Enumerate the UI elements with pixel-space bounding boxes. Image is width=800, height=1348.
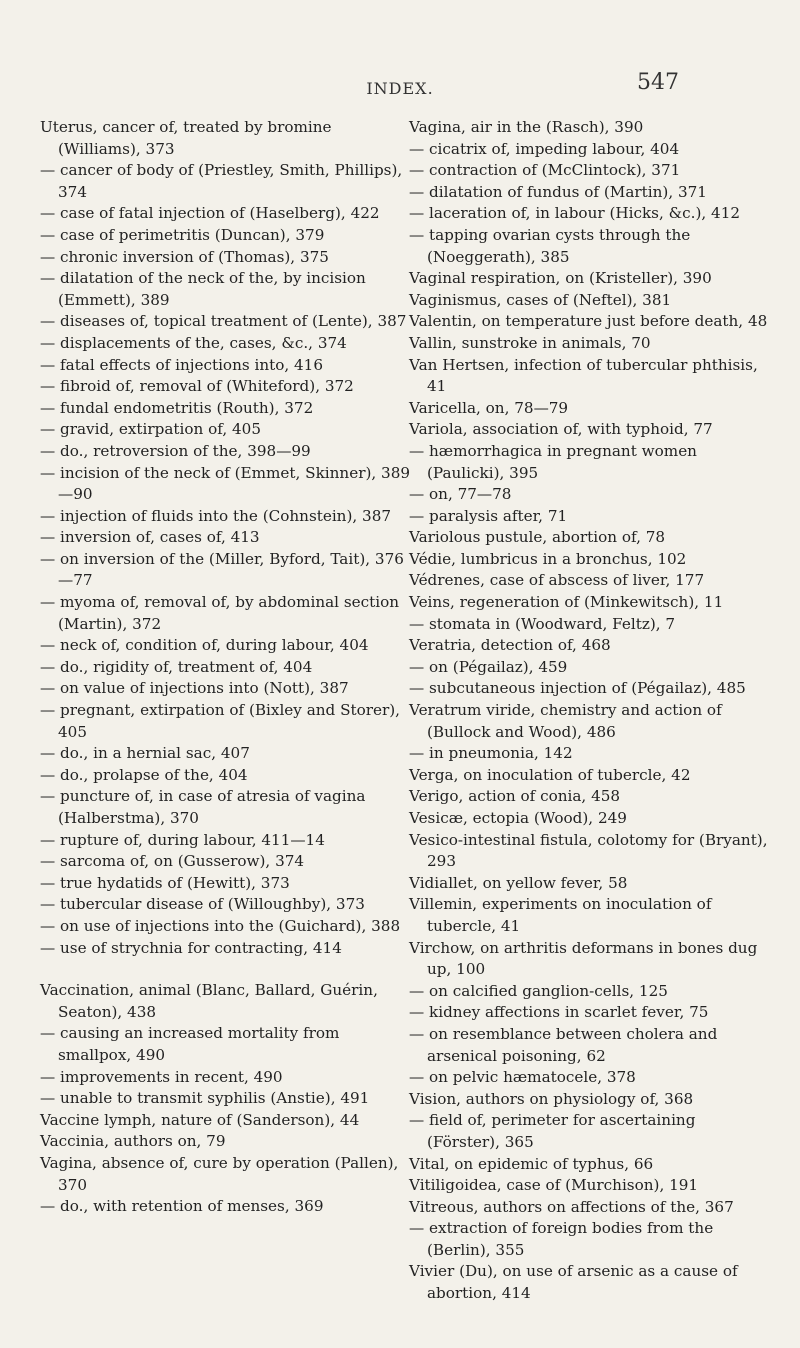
index-entry: — field of, perimeter for ascertaining (Förster), 365: [409, 1111, 696, 1151]
index-entry: — on calcified ganglion-cells, 125: [409, 981, 668, 1000]
index-entry: — sarcoma of, on (Gusserow), 374: [40, 852, 305, 871]
index-entry: — chronic inversion of (Thomas), 375: [40, 247, 329, 266]
index-entry: Vaccination, animal (Blanc, Ballard, Guérin, Seaton), 438: [40, 981, 378, 1021]
index-entry: — injection of fluids into the (Cohnstein), 387: [40, 506, 392, 525]
index-entry: Vaginismus, cases of (Neftel), 381: [409, 290, 672, 309]
index-entry: — on (Pégailaz), 459: [409, 657, 568, 676]
index-entry: Variola, association of, with typhoid, 77: [409, 420, 713, 439]
index-entry: Vivier (Du), on use of arsenic as a cause of abortion, 414: [409, 1262, 738, 1303]
index-entry: — on, 77—78: [409, 485, 512, 504]
index-entry: — on value of injections into (Nott), 387: [40, 679, 349, 698]
index-entry: — laceration of, in labour (Hicks, &c.), 412: [409, 204, 741, 223]
index-entry: — dilatation of the neck of the, by incision (Emmett), 389: [40, 269, 366, 309]
page-header-title: INDEX.: [366, 79, 434, 98]
index-entry: — on resemblance between cholera and arsenical poisoning, 62: [409, 1024, 718, 1065]
index-entry: — puncture of, in case of atresia of vagina (Halberstma), 370: [40, 787, 366, 827]
index-entry: — kidney affections in scarlet fever, 75: [409, 1003, 709, 1022]
index-entry: — fibroid of, removal of (Whiteford), 372: [40, 377, 354, 396]
index-entry: — dilatation of fundus of (Martin), 371: [409, 182, 707, 201]
index-entry: Variolous pustule, abortion of, 78: [409, 528, 666, 547]
index-entry: Van Hertsen, infection of tubercular phthisis, 41: [409, 355, 758, 396]
index-entry: — neck of, condition of, during labour, 404: [40, 636, 369, 655]
index-entry: — cicatrix of, impeding labour, 404: [409, 139, 680, 158]
index-entry: — on use of injections into the (Guichard), 388: [40, 916, 401, 935]
index-entry: — extraction of foreign bodies from the (Berlin), 355: [409, 1219, 714, 1259]
index-entry: Vision, authors on physiology of, 368: [409, 1089, 694, 1108]
index-entry: — contraction of (McClintock), 371: [409, 161, 681, 180]
index-entry: — case of fatal injection of (Haselberg), 422: [40, 204, 380, 223]
index-entry: Veratrum viride, chemistry and action of (Bullock and Wood), 486: [409, 701, 722, 741]
index-entry: — on pelvic hæmatocele, 378: [409, 1068, 636, 1087]
index-entry: Virchow, on arthritis deformans in bones dug up, 100: [409, 938, 758, 979]
index-entry: — fundal endometritis (Routh), 372: [40, 398, 314, 417]
index-entry: Vesico-intestinal fistula, colotomy for (Bryant), 293: [409, 830, 768, 871]
index-entry: — gravid, extirpation of, 405: [40, 420, 261, 439]
index-entry: Vital, on epidemic of typhus, 66: [409, 1154, 654, 1173]
index-entry: Védrenes, case of abscess of liver, 177: [409, 571, 705, 590]
index-entry: — true hydatids of (Hewitt), 373: [40, 873, 290, 892]
index-entry: — diseases of, topical treatment of (Lente), 387: [40, 312, 407, 331]
index-entry: Vitiligoidea, case of (Murchison), 191: [409, 1176, 699, 1195]
index-entry: — incision of the neck of (Emmet, Skinner), 389—90: [40, 463, 411, 504]
index-entry: — inversion of, cases of, 413: [40, 528, 260, 547]
index-entry: — cancer of body of (Priestley, Smith, Phillips), 374: [40, 161, 403, 201]
index-entry: — tubercular disease of (Willoughby), 373: [40, 895, 365, 914]
index-entry: — displacements of the, cases, &c., 374: [40, 333, 347, 352]
index-entry: — do., with retention of menses, 369: [40, 1197, 324, 1216]
index-entry: — pregnant, extirpation of (Bixley and Storer), 405: [40, 701, 400, 741]
index-entry: — fatal effects of injections into, 416: [40, 355, 324, 374]
index-entry: Védie, lumbricus in a bronchus, 102: [409, 549, 687, 568]
index-entry: Vaccine lymph, nature of (Sanderson), 44: [40, 1110, 360, 1129]
page-number: 547: [637, 70, 679, 95]
index-entry: — on inversion of the (Miller, Byford, Tait), 376—77: [40, 549, 404, 590]
index-entry: — case of perimetritis (Duncan), 379: [40, 225, 325, 244]
index-entry: Valentin, on temperature just before death, 48: [409, 312, 768, 331]
index-entry: Verigo, action of conia, 458: [409, 787, 621, 806]
section-gap: [40, 959, 412, 980]
index-entry: — hæmorrhagica in pregnant women (Paulicki), 395: [409, 441, 697, 482]
index-entry: — tapping ovarian cysts through the (Noeggerath), 385: [409, 225, 691, 266]
index-entry: — do., retroversion of the, 398—99: [40, 441, 311, 460]
index-entry: Vallin, sunstroke in animals, 70: [409, 333, 651, 352]
index-entry: Varicella, on, 78—79: [409, 398, 569, 417]
index-entry: Vaginal respiration, on (Kristeller), 390: [409, 269, 712, 288]
index-column-right: [409, 117, 769, 1305]
index-entry: Vidiallet, on yellow fever, 58: [409, 873, 628, 892]
index-entry: — rupture of, during labour, 411—14: [40, 830, 325, 849]
index-entry: Uterus, cancer of, treated by bromine (Williams), 373: [40, 118, 332, 158]
index-entry: Vagina, air in the (Rasch), 390: [409, 118, 644, 136]
index-entry: — myoma of, removal of, by abdominal section (Martin), 372: [40, 593, 400, 633]
index-entry: — do., prolapse of the, 404: [40, 765, 248, 784]
index-entry: Veratria, detection of, 468: [409, 636, 611, 655]
index-entry: Veins, regeneration of (Minkewitsch), 11: [409, 593, 724, 612]
index-entry: Villemin, experiments on inoculation of tubercle, 41: [409, 895, 712, 935]
index-column-left: [40, 117, 412, 1218]
index-entry: — paralysis after, 71: [409, 506, 568, 525]
index-entry: Verga, on inoculation of tubercle, 42: [409, 765, 691, 784]
index-entry: — use of strychnia for contracting, 414: [40, 938, 342, 957]
index-entry: Vaccinia, authors on, 79: [40, 1132, 226, 1151]
index-entry: Vagina, absence of, cure by operation (Pallen), 370: [40, 1153, 399, 1194]
index-entry: — unable to transmit syphilis (Anstie), 491: [40, 1089, 370, 1108]
index-entry: Vesicæ, ectopia (Wood), 249: [409, 809, 627, 827]
index-entry: — stomata in (Woodward, Feltz), 7: [409, 614, 676, 633]
index-entry: — causing an increased mortality from smallpox, 490: [40, 1024, 340, 1064]
index-entry: — do., in a hernial sac, 407: [40, 744, 250, 763]
index-entry: — do., rigidity of, treatment of, 404: [40, 657, 313, 676]
index-entry: — in pneumonia, 142: [409, 744, 573, 763]
index-entry: Vitreous, authors on affections of the, 367: [409, 1197, 734, 1216]
index-entry: — improvements in recent, 490: [40, 1067, 283, 1086]
index-entry: — subcutaneous injection of (Pégailaz), 485: [409, 679, 746, 698]
